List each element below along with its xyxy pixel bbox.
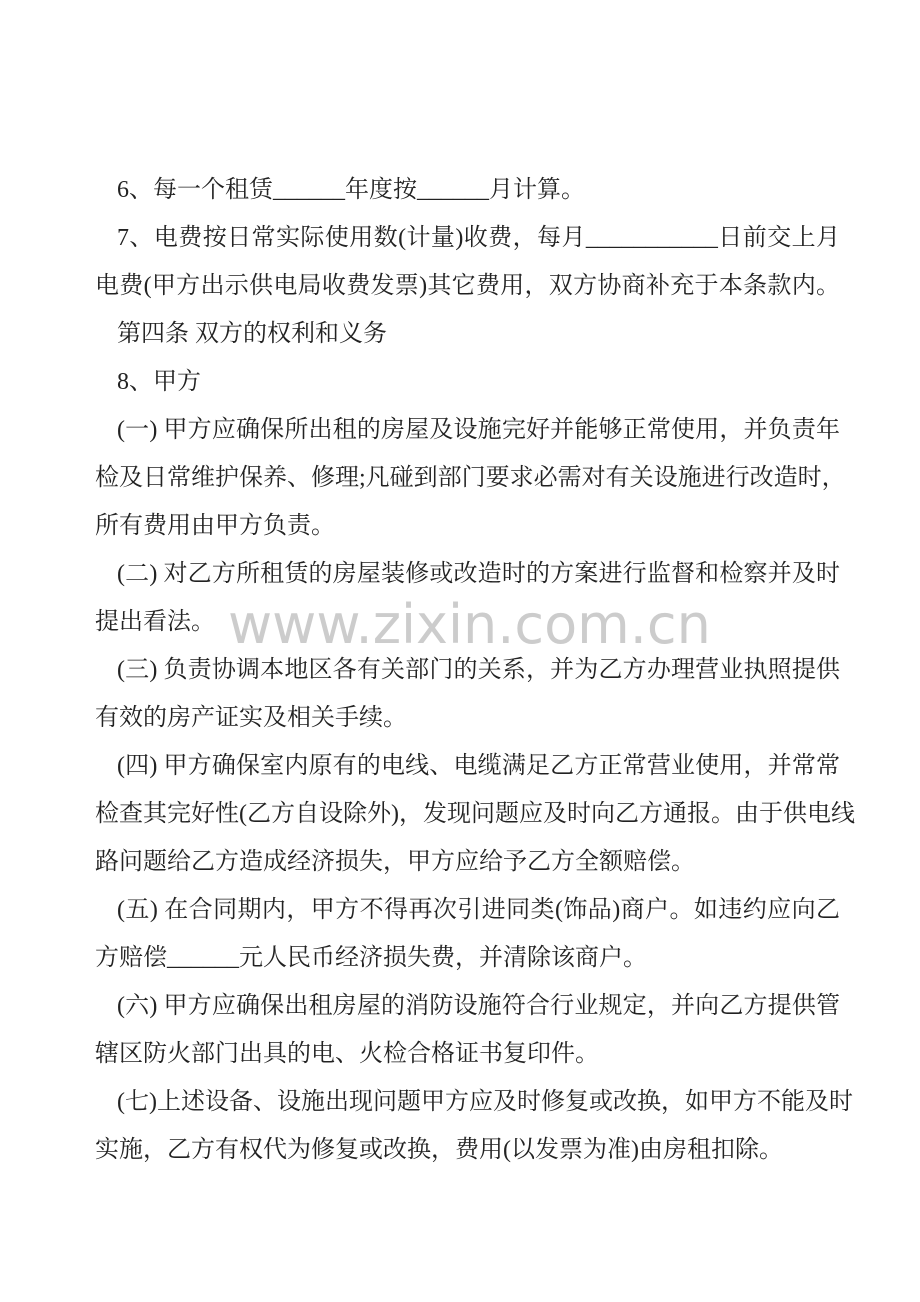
contract-line: 7、电费按日常实际使用数(计量)收费，每月___________日前交上月 <box>117 225 840 251</box>
contract-line: 路问题给乙方造成经济损失，甲方应给予乙方全额赔偿。 <box>95 849 695 875</box>
contract-line: (一) 甲方应确保所出租的房屋及设施完好并能够正常使用，并负责年 <box>117 417 840 443</box>
contract-line: 检查其完好性(乙方自设除外)，发现问题应及时向乙方通报。由于供电线 <box>95 801 855 827</box>
contract-line: 8、甲方 <box>117 369 201 395</box>
contract-line: (五) 在合同期内，甲方不得再次引进同类(饰品)商户。如违约应向乙 <box>117 897 840 923</box>
contract-line: 方赔偿______元人民币经济损失费，并清除该商户。 <box>95 945 647 971</box>
contract-text-block <box>95 166 855 1174</box>
contract-line: (四) 甲方确保室内原有的电线、电缆满足乙方正常营业使用，并常常 <box>117 753 840 779</box>
contract-line: (六) 甲方应确保出租房屋的消防设施符合行业规定，并向乙方提供管 <box>117 993 840 1019</box>
contract-line: 辖区防火部门出具的电、火检合格证书复印件。 <box>95 1041 599 1067</box>
watermark-text: www.zixin.com.cn <box>228 593 711 656</box>
contract-line: (二) 对乙方所租赁的房屋装修或改造时的方案进行监督和检察并及时 <box>117 561 840 587</box>
contract-line: 第四条 双方的权利和义务 <box>117 321 387 347</box>
contract-line: (三) 负责协调本地区各有关部门的关系，并为乙方办理营业执照提供 <box>117 657 840 683</box>
contract-line: (七)上述设备、设施出现问题甲方应及时修复或改换，如甲方不能及时 <box>117 1089 853 1115</box>
contract-line: 有效的房产证实及相关手续。 <box>95 705 407 731</box>
contract-line: 实施，乙方有权代为修复或改换，费用(以发票为准)由房租扣除。 <box>95 1137 783 1163</box>
contract-line: 电费(甲方出示供电局收费发票)其它费用，双方协商补充于本条款内。 <box>95 273 840 299</box>
contract-line: 6、每一个租赁______年度按______月计算。 <box>117 177 585 203</box>
contract-line: 提出看法。 <box>95 609 215 635</box>
contract-line: 检及日常维护保养、修理;凡碰到部门要求必需对有关设施进行改造时， <box>95 465 846 491</box>
contract-line: 所有费用由甲方负责。 <box>95 513 335 539</box>
